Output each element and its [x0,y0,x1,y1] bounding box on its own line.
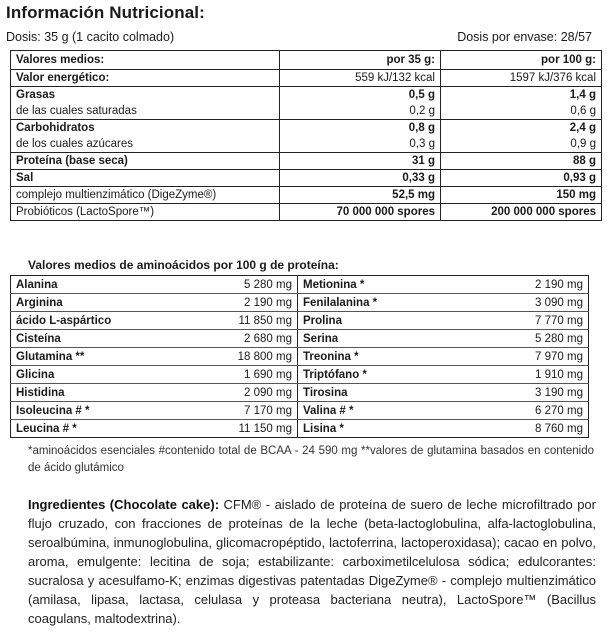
nutrition-row-carbs [11,120,602,137]
dosis-row [6,30,592,46]
nutrition-label: Sal [11,170,280,187]
amino-name: Treonina * [298,348,448,366]
nutrition-value-35g: 559 kJ/132 kcal [280,70,441,87]
amino-name: Alanina [11,276,183,294]
amino-value: 1 690 mg [183,366,298,384]
amino-name: Serina [298,330,448,348]
nutrition-header-row [11,51,602,70]
nutrition-label: Valor energético: [11,70,280,87]
nutrition-label: Carbohidratos [11,120,280,137]
nutrition-label: de las cuales saturadas [16,105,137,117]
amino-name: Histidina [11,384,183,402]
amino-row [11,312,589,330]
dosis-per-container: Dosis por envase: 28/57 [457,30,592,44]
amino-row [11,276,589,294]
amino-row [11,402,589,420]
amino-value: 3 090 mg [448,294,589,312]
amino-name: Isoleucina # * [11,402,183,420]
amino-value: 6 270 mg [448,402,589,420]
amino-table [10,275,589,438]
nutrition-value-35g: 70 000 000 spores [280,204,441,221]
nutrition-row-saturated [11,103,602,120]
amino-row [11,366,589,384]
amino-value: 11 150 mg [183,420,298,438]
amino-value: 7 170 mg [183,402,298,420]
amino-value: 7 770 mg [448,312,589,330]
nutrition-row-energy [11,70,602,87]
amino-value: 11 850 mg [183,312,298,330]
nutrition-value-100g: 88 g [441,153,602,170]
nutrition-header-col2: por 100 g: [441,51,602,70]
amino-name: Arginina [11,294,183,312]
nutrition-value-35g: 0,2 g [280,103,441,120]
nutrition-value-100g: 0,6 g [570,105,596,117]
amino-value: 5 280 mg [448,330,589,348]
nutrition-row-salt [11,170,602,187]
nutrition-header-col1: por 35 g: [280,51,441,70]
nutrition-value-35g: 52,5 mg [280,187,441,204]
nutrition-value-100g: 1,4 g [441,87,602,104]
nutrition-value-35g: 0,3 g [280,136,441,153]
amino-name: Triptófano * [298,366,448,384]
nutrition-value-35g: 0,33 g [280,170,441,187]
amino-footnote: *aminoácidos esenciales #contenido total de BCAA - 24 590 mg **valores de glutamina basados en contenido de ácido glutámico [28,445,594,474]
nutrition-label: Probióticos (LactoSpore™) [11,204,280,221]
amino-name: Tirosina [298,384,448,402]
dosis-label: Dosis: 35 g (1 cacito colmado) [6,30,175,44]
amino-row [11,348,589,366]
amino-value: 3 190 mg [448,384,589,402]
nutrition-value-100g: 1597 kJ/376 kcal [441,70,602,87]
ingredients-label: Ingredientes (Chocolate cake): [28,497,220,512]
nutrition-value-100g: 200 000 000 spores [441,204,602,221]
nutrition-row-sugars [11,136,602,153]
amino-name: Lisina * [303,422,344,435]
nutrition-value-35g: 0,8 g [280,120,441,137]
nutrition-value-100g: 2,4 g [441,120,602,137]
ingredients-block [28,495,596,628]
amino-name: Cisteína [11,330,183,348]
amino-value: 7 970 mg [448,348,589,366]
amino-value: 5 280 mg [183,276,298,294]
nutrition-label: de los cuales azúcares [16,138,133,150]
nutrition-row-probiotics [11,204,602,221]
amino-name: Metionina * [298,276,448,294]
nutrition-label: complejo multienzimático (DigeZyme®) [11,187,280,204]
amino-name: Prolina [298,312,448,330]
page-title: Información Nutricional: [6,3,205,22]
nutrition-row-enzymes [11,187,602,204]
ingredients-text: CFM® - aislado de proteína de suero de leche microfiltrado por flujo cruzado, con fracciones de proteínas de la leche (beta-lactoglobulina, alfa-lactoglobulina, seroalbúmina, inmunoglobulina, glicomacropéptido, lactoferrina, lactoperoxidasa); cacao en polvo, aroma, emulgente: lecitina de soja; estabilizante: carboximetilcelulosa sódica; edulcorantes: sucralosa y acesulfamo-K; enzimas digestivas patentadas DigeZyme® - complejo multienzimático (amilasa, lipasa, lactasa, celulasa y proteasa bacteriana neutra), LactoSpore™ (Bacillus coagulans, maltodextrina). [28,497,596,626]
nutrition-value-100g: 0,9 g [570,138,596,150]
amino-value: 2 680 mg [183,330,298,348]
amino-name: Glicina [11,366,183,384]
nutrition-row-protein [11,153,602,170]
nutrition-value-35g: 31 g [280,153,441,170]
amino-row [11,384,589,402]
amino-name: ácido L-aspártico [11,312,183,330]
nutrition-value-35g: 0,5 g [280,87,441,104]
amino-name: Leucina # * [16,422,77,435]
amino-row [11,420,589,438]
nutrition-value-100g: 150 mg [441,187,602,204]
amino-section-title: Valores medios de aminoácidos por 100 g de proteína: [28,258,339,272]
nutrition-label: Grasas [11,87,280,104]
amino-value: 18 800 mg [183,348,298,366]
amino-value: 1 910 mg [448,366,589,384]
amino-value: 2 190 mg [448,276,589,294]
amino-value: 8 760 mg [535,422,583,435]
amino-name: Fenilalanina * [298,294,448,312]
nutrition-value-100g: 0,93 g [441,170,602,187]
nutrition-table [10,50,602,221]
nutrition-row-fat [11,87,602,104]
nutrition-label: Proteína (base seca) [11,153,280,170]
amino-name: Glutamina ** [11,348,183,366]
amino-value: 2 090 mg [183,384,298,402]
nutrition-header-label: Valores medios: [11,51,280,70]
amino-value: 2 190 mg [183,294,298,312]
amino-name: Valina # * [298,402,448,420]
amino-row [11,294,589,312]
amino-row [11,330,589,348]
